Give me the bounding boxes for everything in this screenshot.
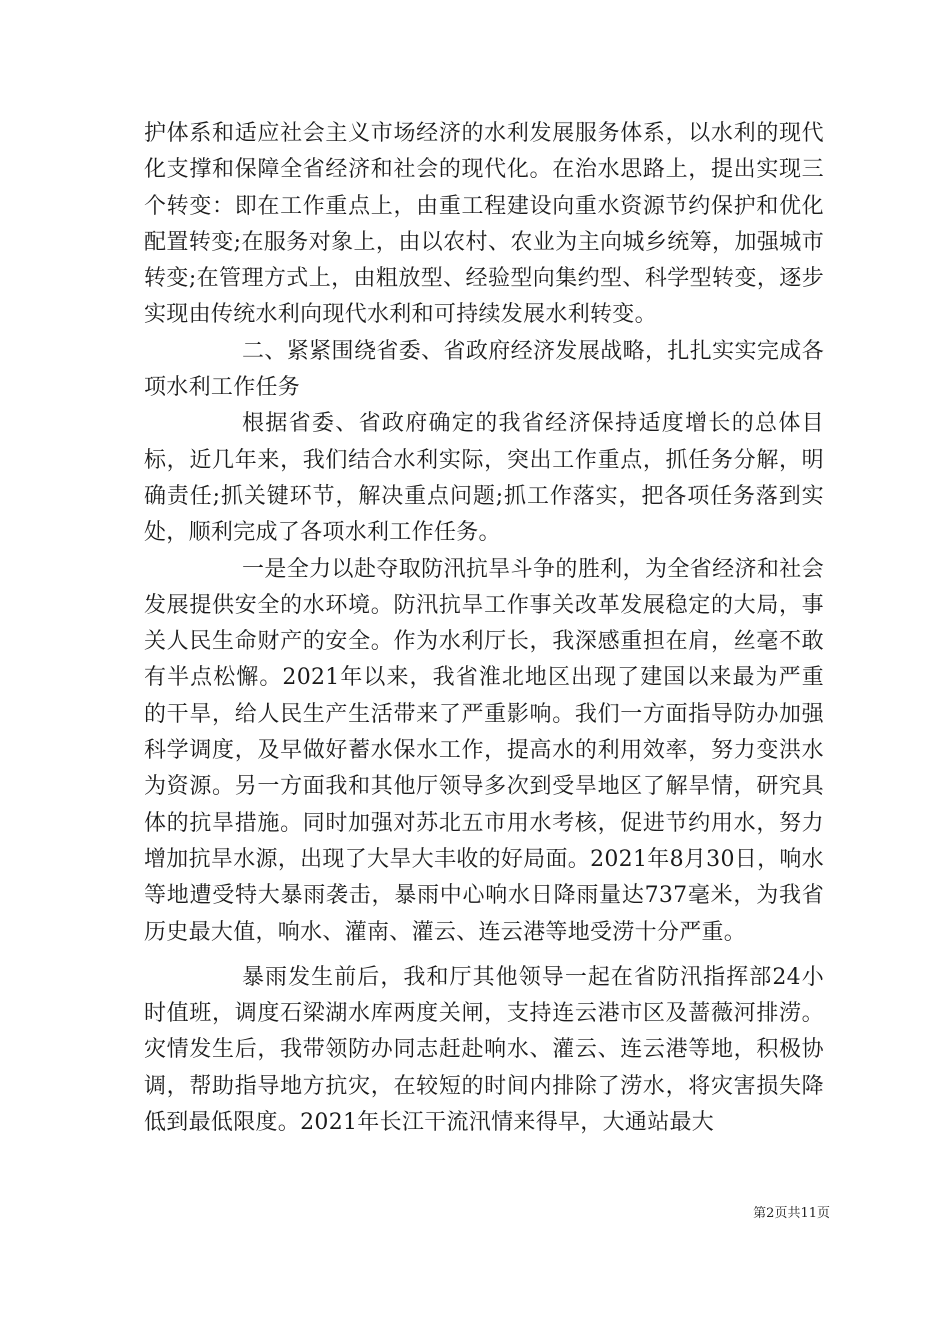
- paragraph-overview: 根据省委、省政府确定的我省经济保持适度增长的总体目标，近几年来，我们结合水利实际，突出工作重点，抓任务分解，明确责任;抓关键环节，解决重点问题;抓工作落实，把各项任务落到实处，顺利完成了各项水利工作任务。: [144, 411, 824, 546]
- paragraph-continuation: 护体系和适应社会主义市场经济的水利发展服务体系，以水利的现代化支撑和保障全省经济和社会的现代化。在治水思路上，提出实现三个转变：即在工作重点上，由重工程建设向重水资源节约保护和优化配置转变;在服务对象上，由以农村、农业为主向城乡统筹，加强城市转变;在管理方式上，由粗放型、经验型向集约型、科学型转变，逐步实现由传统水利向现代水利和可持续发展水利转变。: [144, 121, 824, 328]
- paragraph-flood-drought: 一是全力以赴夺取防汛抗旱斗争的胜利，为全省经济和社会发展提供安全的水环境。防汛抗旱工作事关改革发展稳定的大局，事关人民生命财产的安全。作为水利厅长，我深感重担在肩，丝毫不敢有半点松懈。2021年以来，我省淮北地区出现了建国以来最为严重的干旱，给人民生产生活带来了严重影响。我们一方面指导防办加强科学调度，及早做好蓄水保水工作，提高水的利用效率，努力变洪水为资源。另一方面我和其他厅领导多次到受旱地区了解旱情，研究具体的抗旱措施。同时加强对苏北五市用水考核，促进节约用水，努力增加抗旱水源，出现了大旱大丰收的好局面。2021年8月30日，响水等地遭受特大暴雨袭击，暴雨中心响水日降雨量达737毫米，为我省历史最大值，响水、灌南、灌云、连云港等地受涝十分严重。: [144, 556, 824, 945]
- document-body: [144, 116, 824, 1141]
- paragraph-rainstorm: 暴雨发生前后，我和厅其他领导一起在省防汛指挥部24小时值班，调度石梁湖水库两度关闸，支持连云港市区及蔷薇河排涝。灾情发生后，我带领防办同志赶赴响水、灌云、连云港等地，积极协调，帮助指导地方抗灾，在较短的时间内排除了涝水，将灾害损失降低到最低限度。2021年长江干流汛情来得早，大通站最大: [144, 964, 824, 1136]
- page-number: 第2页共11页: [753, 1206, 830, 1221]
- section-heading: 二、紧紧围绕省委、省政府经济发展战略，扎扎实实完成各项水利工作任务: [144, 338, 824, 401]
